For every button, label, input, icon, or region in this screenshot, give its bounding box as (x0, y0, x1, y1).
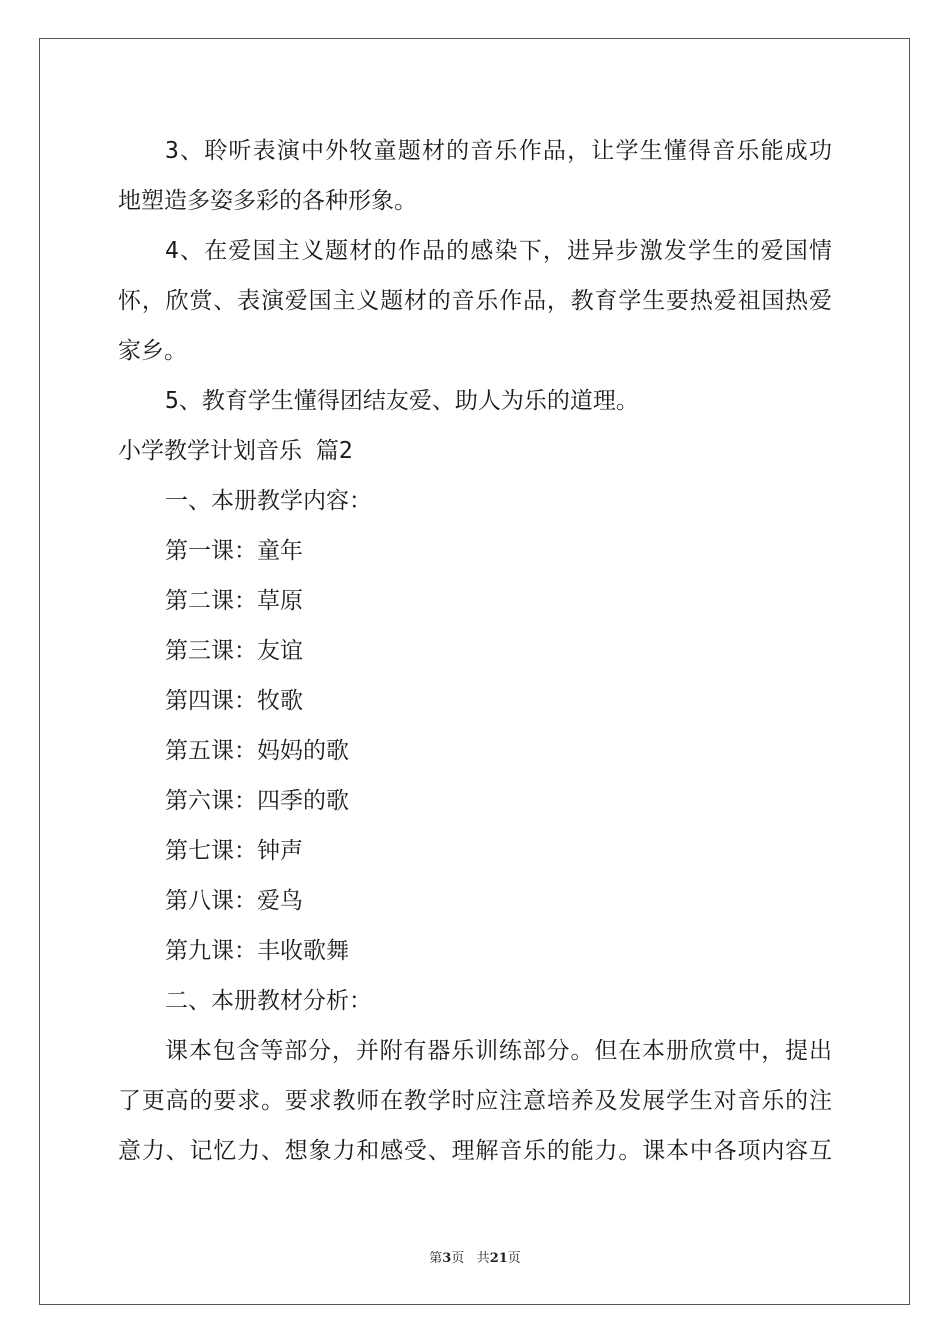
text-line: 意力、记忆力、想象力和感受、理解音乐的能力。课本中各项内容互 (118, 1138, 832, 1164)
text-line: 第七课：钟声 (165, 838, 303, 864)
footer-page-suffix: 页 (451, 1251, 465, 1266)
text-line: 了更高的要求。要求教师在教学时应注意培养及发展学生对音乐的注 (118, 1088, 832, 1114)
text-line: 二、本册教材分析： (165, 988, 372, 1014)
text-line: 第三课：友谊 (165, 638, 303, 664)
text-line: 课本包含等部分，并附有器乐训练部分。但在本册欣赏中，提出 (165, 1038, 832, 1064)
text-line: 第六课：四季的歌 (165, 788, 349, 814)
text-line: 第一课：童年 (165, 538, 303, 564)
footer-total-pages: 21 (489, 1251, 508, 1266)
text-line: 小学教学计划音乐 篇2 (118, 438, 353, 464)
text-line: 家乡。 (118, 338, 187, 364)
text-line: 地塑造多姿多彩的各种形象。 (118, 188, 417, 214)
text-line: 怀，欣赏、表演爱国主义题材的音乐作品，教育学生要热爱祖国热爱 (118, 288, 832, 314)
text-line: 5、教育学生懂得团结友爱、助人为乐的道理。 (165, 388, 639, 414)
text-line: 第二课：草原 (165, 588, 303, 614)
footer-total-prefix: 共 (476, 1251, 490, 1266)
footer-total-suffix: 页 (507, 1251, 521, 1266)
text-line: 3、聆听表演中外牧童题材的音乐作品，让学生懂得音乐能成功 (165, 138, 832, 164)
document-body (118, 126, 832, 1176)
footer-page-prefix: 第 (429, 1251, 443, 1266)
text-line: 第四课：牧歌 (165, 688, 303, 714)
text-line: 第八课：爱鸟 (165, 888, 303, 914)
text-line: 第五课：妈妈的歌 (165, 738, 349, 764)
text-line: 第九课：丰收歌舞 (165, 938, 349, 964)
page-footer (0, 1247, 950, 1266)
text-line: 4、在爱国主义题材的作品的感染下，进异步激发学生的爱国情 (165, 238, 832, 264)
text-line: 一、本册教学内容： (165, 488, 372, 514)
footer-page-number: 3 (442, 1251, 452, 1266)
